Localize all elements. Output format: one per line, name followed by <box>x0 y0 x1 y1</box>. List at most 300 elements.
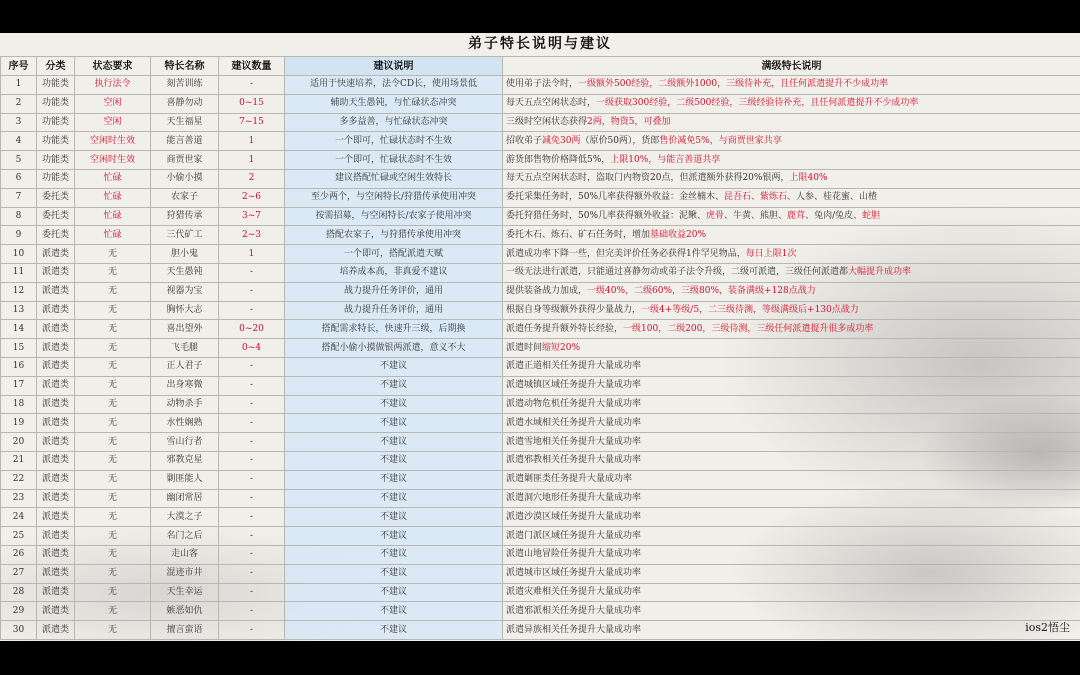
description-segment: 、牛黄、熊胆、 <box>724 210 788 221</box>
cell-category[interactable]: 功能类 <box>37 169 75 188</box>
cell-category[interactable]: 派遣类 <box>37 545 75 564</box>
cell-full-description[interactable] <box>503 169 1080 188</box>
cell-requirement[interactable]: 无 <box>75 451 151 470</box>
cell-talent-name[interactable]: 视器为宝 <box>151 282 219 301</box>
sheet-title: 弟子特长说明与建议 <box>468 36 612 52</box>
cell-requirement[interactable]: 无 <box>75 489 151 508</box>
cell-category[interactable]: 委托类 <box>37 207 75 226</box>
cell-no[interactable]: 26 <box>1 545 37 564</box>
cell-requirement[interactable]: 忙碌 <box>75 207 151 226</box>
cell-talent-name[interactable]: 胆小鬼 <box>151 245 219 264</box>
cell-category[interactable]: 派遣类 <box>37 508 75 527</box>
description-segment: 使用弟子法令时， <box>506 79 579 90</box>
cell-no[interactable]: 17 <box>1 376 37 395</box>
cell-quantity[interactable]: - <box>219 414 285 433</box>
cell-talent-name[interactable]: 嫉恶如仇 <box>151 602 219 621</box>
description-segment: 派遣雪地相关任务提升大量成功率 <box>506 436 642 447</box>
cell-quantity[interactable]: - <box>219 395 285 414</box>
cell-advice[interactable]: 不建议 <box>285 414 503 433</box>
cell-talent-name[interactable]: 天生福星 <box>151 113 219 132</box>
table-row <box>1 113 1080 132</box>
table-body <box>1 76 1080 640</box>
cell-no[interactable]: 7 <box>1 188 37 207</box>
description-segment: 上限40% <box>789 173 828 184</box>
cell-requirement[interactable]: 忙碌 <box>75 188 151 207</box>
cell-quantity[interactable]: - <box>219 433 285 452</box>
cell-no[interactable]: 6 <box>1 169 37 188</box>
cell-full-description[interactable] <box>503 132 1080 151</box>
cell-full-description[interactable] <box>503 602 1080 621</box>
header-requirement: 状态要求 <box>75 57 151 76</box>
table-row <box>1 94 1080 113</box>
cell-requirement[interactable]: 无 <box>75 583 151 602</box>
cell-advice[interactable]: 不建议 <box>285 602 503 621</box>
cell-advice[interactable]: 不建议 <box>285 564 503 583</box>
cell-requirement[interactable]: 忙碌 <box>75 169 151 188</box>
description-segment: 售价减免5%，与商贾世家共享 <box>659 135 782 146</box>
cell-quantity[interactable]: - <box>219 376 285 395</box>
header-advice: 建议说明 <box>285 57 503 76</box>
cell-advice[interactable]: 不建议 <box>285 508 503 527</box>
header-no: 序号 <box>1 57 37 76</box>
cell-no[interactable]: 12 <box>1 282 37 301</box>
table-row <box>1 527 1080 546</box>
description-segment: 派遣成功率下降一些，但完美评价任务必获得1件罕见物品， <box>506 248 746 259</box>
cell-advice[interactable]: 不建议 <box>285 433 503 452</box>
cell-advice[interactable]: 不建议 <box>285 489 503 508</box>
cell-advice[interactable]: 战力提升任务评价，通用 <box>285 301 503 320</box>
cell-full-description[interactable] <box>503 621 1080 640</box>
cell-full-description[interactable] <box>503 376 1080 395</box>
cell-full-description[interactable] <box>503 564 1080 583</box>
cell-category[interactable]: 派遣类 <box>37 433 75 452</box>
cell-advice[interactable]: 培养成本高，非真爱不建议 <box>285 263 503 282</box>
header-full-description: 满级特长说明 <box>503 57 1080 76</box>
cell-advice[interactable]: 不建议 <box>285 376 503 395</box>
description-segment: 一级100，二级200，三级待测，三级任何派遣提升很多成功率 <box>623 323 874 334</box>
cell-full-description[interactable] <box>503 76 1080 95</box>
cell-talent-name[interactable]: 名门之后 <box>151 527 219 546</box>
cell-full-description[interactable] <box>503 207 1080 226</box>
cell-full-description[interactable] <box>503 395 1080 414</box>
table-row <box>1 76 1080 95</box>
cell-category[interactable]: 功能类 <box>37 132 75 151</box>
cell-quantity[interactable]: 1 <box>219 245 285 264</box>
cell-talent-name[interactable]: 农家子 <box>151 188 219 207</box>
description-segment: （原价50两），货郎 <box>580 135 660 146</box>
header-talent-name: 特长名称 <box>151 57 219 76</box>
cell-category[interactable]: 派遣类 <box>37 395 75 414</box>
cell-no[interactable]: 11 <box>1 263 37 282</box>
description-segment: 减免30两 <box>542 135 581 146</box>
cell-category[interactable]: 委托类 <box>37 226 75 245</box>
cell-advice[interactable]: 一个即可，忙碌状态时不生效 <box>285 151 503 170</box>
cell-advice[interactable]: 不建议 <box>285 545 503 564</box>
header-row <box>1 57 1080 76</box>
cell-full-description[interactable] <box>503 357 1080 376</box>
cell-requirement[interactable]: 无 <box>75 263 151 282</box>
cell-advice[interactable]: 不建议 <box>285 451 503 470</box>
cell-talent-name[interactable]: 飞毛腿 <box>151 339 219 358</box>
cell-category[interactable]: 派遣类 <box>37 602 75 621</box>
cell-category[interactable]: 功能类 <box>37 113 75 132</box>
cell-full-description[interactable] <box>503 489 1080 508</box>
cell-quantity[interactable]: 3~7 <box>219 207 285 226</box>
cell-advice[interactable]: 多多益善，与忙碌状态冲突 <box>285 113 503 132</box>
cell-talent-name[interactable]: 喜静勿动 <box>151 94 219 113</box>
cell-no[interactable]: 4 <box>1 132 37 151</box>
cell-quantity[interactable]: - <box>219 489 285 508</box>
cell-talent-name[interactable]: 雪山行者 <box>151 433 219 452</box>
table-row <box>1 301 1080 320</box>
table-row <box>1 508 1080 527</box>
table-row <box>1 282 1080 301</box>
cell-requirement[interactable]: 执行法令 <box>75 76 151 95</box>
cell-requirement[interactable]: 无 <box>75 470 151 489</box>
cell-full-description[interactable] <box>503 414 1080 433</box>
table-row <box>1 602 1080 621</box>
description-segment: 昆吾石、紫炼石 <box>724 192 788 203</box>
cell-requirement[interactable]: 无 <box>75 545 151 564</box>
description-segment: 每天五点空闲状态时，盗取门内物资20点，但派遣额外获得20%银两， <box>506 173 790 184</box>
description-segment: 缩短20% <box>542 342 581 353</box>
cell-requirement[interactable]: 无 <box>75 282 151 301</box>
table-row <box>1 621 1080 640</box>
cell-quantity[interactable]: - <box>219 263 285 282</box>
cell-advice[interactable]: 一个即可，忙碌状态时不生效 <box>285 132 503 151</box>
cell-no[interactable]: 15 <box>1 339 37 358</box>
table-row <box>1 357 1080 376</box>
cell-full-description[interactable] <box>503 508 1080 527</box>
cell-no[interactable]: 22 <box>1 470 37 489</box>
cell-category[interactable]: 派遣类 <box>37 357 75 376</box>
cell-category[interactable]: 派遣类 <box>37 621 75 640</box>
cell-advice[interactable]: 辅助天生愚钝，与忙碌状态冲突 <box>285 94 503 113</box>
cell-quantity[interactable]: - <box>219 301 285 320</box>
cell-talent-name[interactable]: 喜出望外 <box>151 320 219 339</box>
cell-category[interactable]: 功能类 <box>37 94 75 113</box>
table-row <box>1 339 1080 358</box>
cell-requirement[interactable]: 无 <box>75 320 151 339</box>
cell-quantity[interactable]: - <box>219 76 285 95</box>
table-row <box>1 414 1080 433</box>
description-segment: 大幅提升成功率 <box>848 267 912 278</box>
description-segment: 派遣正道相关任务提升大量成功率 <box>506 361 642 372</box>
description-segment: 派遣沙漠区域任务提升大量成功率 <box>506 511 642 522</box>
cell-talent-name[interactable]: 水性娴熟 <box>151 414 219 433</box>
cell-talent-name[interactable]: 动物杀手 <box>151 395 219 414</box>
table-row <box>1 188 1080 207</box>
cell-requirement[interactable]: 无 <box>75 602 151 621</box>
cell-advice[interactable]: 不建议 <box>285 527 503 546</box>
cell-advice[interactable]: 不建议 <box>285 583 503 602</box>
cell-requirement[interactable]: 空闲 <box>75 113 151 132</box>
cell-quantity[interactable]: - <box>219 545 285 564</box>
cell-no[interactable]: 16 <box>1 357 37 376</box>
cell-requirement[interactable]: 无 <box>75 433 151 452</box>
description-segment: 虎骨 <box>706 210 725 221</box>
cell-no[interactable]: 20 <box>1 433 37 452</box>
description-segment: 派遣时间 <box>506 342 543 353</box>
cell-category[interactable]: 派遣类 <box>37 564 75 583</box>
description-segment: 游货郎售物价格降低5%， <box>506 154 611 165</box>
cell-talent-name[interactable]: 能言善道 <box>151 132 219 151</box>
cell-advice[interactable]: 一个即可，搭配派遣天赋 <box>285 245 503 264</box>
cell-talent-name[interactable]: 大漠之子 <box>151 508 219 527</box>
cell-no[interactable]: 29 <box>1 602 37 621</box>
cell-requirement[interactable]: 忙碌 <box>75 226 151 245</box>
cell-requirement[interactable]: 无 <box>75 376 151 395</box>
cell-full-description[interactable] <box>503 301 1080 320</box>
cell-no[interactable]: 13 <box>1 301 37 320</box>
cell-requirement[interactable]: 无 <box>75 508 151 527</box>
cell-full-description[interactable] <box>503 339 1080 358</box>
table-row <box>1 320 1080 339</box>
cell-talent-name[interactable]: 小偷小摸 <box>151 169 219 188</box>
cell-advice[interactable]: 适用于快速培养，法令CD长，使用场景低 <box>285 76 503 95</box>
table-row <box>1 132 1080 151</box>
cell-quantity[interactable]: - <box>219 451 285 470</box>
description-segment: 派遣灾难相关任务提升大量成功率 <box>506 586 642 597</box>
cell-quantity[interactable]: 1 <box>219 132 285 151</box>
cell-full-description[interactable] <box>503 527 1080 546</box>
cell-requirement[interactable]: 无 <box>75 301 151 320</box>
cell-full-description[interactable] <box>503 188 1080 207</box>
cell-category[interactable]: 派遣类 <box>37 320 75 339</box>
description-segment: 派遣动物危机任务提升大量成功率 <box>506 398 642 409</box>
cell-category[interactable]: 派遣类 <box>37 376 75 395</box>
cell-category[interactable]: 派遣类 <box>37 583 75 602</box>
description-segment: 委托木石、炼石、矿石任务时，增加 <box>506 229 651 240</box>
cell-requirement[interactable]: 无 <box>75 245 151 264</box>
cell-quantity[interactable]: 2~6 <box>219 188 285 207</box>
table-row <box>1 451 1080 470</box>
cell-category[interactable]: 派遣类 <box>37 263 75 282</box>
cell-advice[interactable]: 按需招募，与空闲特长/农家子使用冲突 <box>285 207 503 226</box>
cell-category[interactable]: 派遣类 <box>37 245 75 264</box>
description-segment: 派遣水域相关任务提升大量成功率 <box>506 417 642 428</box>
cell-advice[interactable]: 不建议 <box>285 470 503 489</box>
cell-talent-name[interactable]: 天生愚钝 <box>151 263 219 282</box>
cell-advice[interactable]: 战力提升任务评价，通用 <box>285 282 503 301</box>
table-row <box>1 433 1080 452</box>
description-segment: 一级4+等级/5，二三级待测，等级满级后+130点战力 <box>641 304 859 315</box>
cell-quantity[interactable]: 7~15 <box>219 113 285 132</box>
cell-no[interactable]: 2 <box>1 94 37 113</box>
cell-requirement[interactable]: 无 <box>75 621 151 640</box>
cell-advice[interactable]: 至少两个，与空闲特长/狩猎传承使用冲突 <box>285 188 503 207</box>
table-row <box>1 245 1080 264</box>
cell-full-description[interactable] <box>503 433 1080 452</box>
cell-quantity[interactable]: - <box>219 508 285 527</box>
cell-requirement[interactable]: 空闲 <box>75 94 151 113</box>
description-segment: 三级时空闲状态获得 <box>506 116 588 127</box>
cell-talent-name[interactable]: 刻苦训练 <box>151 76 219 95</box>
description-segment: 派遣剿匪类任务提升大量成功率 <box>506 474 633 485</box>
cell-talent-name[interactable]: 胸怀大志 <box>151 301 219 320</box>
cell-category[interactable]: 派遣类 <box>37 470 75 489</box>
cell-quantity[interactable]: 0~15 <box>219 94 285 113</box>
cell-no[interactable]: 21 <box>1 451 37 470</box>
cell-requirement[interactable]: 空闲时生效 <box>75 151 151 170</box>
cell-category[interactable]: 委托类 <box>37 188 75 207</box>
description-segment: 派遣任务提升额外特长经验， <box>506 323 624 334</box>
cell-no[interactable]: 18 <box>1 395 37 414</box>
description-segment: 提供装备战力加成， <box>506 286 588 297</box>
table-row <box>1 545 1080 564</box>
description-segment: 派遣城镇区域任务提升大量成功率 <box>506 380 642 391</box>
cell-talent-name[interactable]: 三代矿工 <box>151 226 219 245</box>
header-quantity: 建议数量 <box>219 57 285 76</box>
table-row <box>1 207 1080 226</box>
cell-requirement[interactable]: 无 <box>75 527 151 546</box>
cell-full-description[interactable] <box>503 583 1080 602</box>
table-row <box>1 169 1080 188</box>
description-segment: 一级额外500经验，二级额外1000，三级待补充，且任何派遣提升不少成功率 <box>578 79 889 90</box>
spreadsheet-sheet <box>0 33 1080 641</box>
cell-quantity[interactable]: - <box>219 527 285 546</box>
cell-no[interactable]: 19 <box>1 414 37 433</box>
description-segment: 、人参、桂花蜜、山楂 <box>787 192 878 203</box>
cell-full-description[interactable] <box>503 545 1080 564</box>
cell-full-description[interactable] <box>503 263 1080 282</box>
cell-quantity[interactable]: 2 <box>219 169 285 188</box>
cell-quantity[interactable]: - <box>219 282 285 301</box>
table-row <box>1 564 1080 583</box>
cell-quantity[interactable]: 2~3 <box>219 226 285 245</box>
description-segment: 派遣洞穴地形任务提升大量成功率 <box>506 492 642 503</box>
cell-requirement[interactable]: 无 <box>75 395 151 414</box>
cell-no[interactable]: 10 <box>1 245 37 264</box>
table-row <box>1 376 1080 395</box>
cell-advice[interactable]: 不建议 <box>285 357 503 376</box>
description-segment: 一级无法进行派遣，只能通过喜静勿动或弟子法令升级，二级可派遣，三级任何派遣都 <box>506 267 849 278</box>
description-segment: 委托狩猎任务时，50%几率获得额外收益：泥鳅、 <box>506 210 707 221</box>
table-row <box>1 151 1080 170</box>
description-segment: 派遣城市区域任务提升大量成功率 <box>506 568 642 579</box>
cell-advice[interactable]: 搭配需求特长，快速升三级，后期换 <box>285 320 503 339</box>
table-row <box>1 263 1080 282</box>
description-segment: 委托采集任务时，50%几率获得额外收益：金丝楠木、 <box>506 192 725 203</box>
cell-category[interactable]: 派遣类 <box>37 301 75 320</box>
description-segment: 上限10%，与能言善道共享 <box>610 154 721 165</box>
cell-talent-name[interactable]: 混迹市井 <box>151 564 219 583</box>
cell-talent-name[interactable]: 天生幸运 <box>151 583 219 602</box>
cell-category[interactable]: 功能类 <box>37 76 75 95</box>
cell-full-description[interactable] <box>503 470 1080 489</box>
cell-category[interactable]: 派遣类 <box>37 527 75 546</box>
cell-quantity[interactable]: 1 <box>219 151 285 170</box>
cell-talent-name[interactable]: 出身寒微 <box>151 376 219 395</box>
cell-quantity[interactable]: - <box>219 564 285 583</box>
talent-table <box>0 56 1080 640</box>
cell-no[interactable]: 3 <box>1 113 37 132</box>
description-segment: 每日上限1次 <box>745 248 797 259</box>
cell-no[interactable]: 1 <box>1 76 37 95</box>
description-segment: 派遣山地冒险任务提升大量成功率 <box>506 549 642 560</box>
cell-no[interactable]: 23 <box>1 489 37 508</box>
cell-full-description[interactable] <box>503 282 1080 301</box>
cell-requirement[interactable]: 无 <box>75 414 151 433</box>
cell-no[interactable]: 27 <box>1 564 37 583</box>
description-segment: 基础收益20% <box>650 229 707 240</box>
description-segment: 2两，物资5，可叠加 <box>587 116 671 127</box>
cell-talent-name[interactable]: 擅言蛮语 <box>151 621 219 640</box>
table-row <box>1 583 1080 602</box>
cell-full-description[interactable] <box>503 113 1080 132</box>
cell-quantity[interactable]: 0~4 <box>219 339 285 358</box>
description-segment: 派遣异族相关任务提升大量成功率 <box>506 624 642 635</box>
cell-full-description[interactable] <box>503 151 1080 170</box>
cell-no[interactable]: 30 <box>1 621 37 640</box>
cell-quantity[interactable]: - <box>219 470 285 489</box>
cell-talent-name[interactable]: 商贾世家 <box>151 151 219 170</box>
cell-no[interactable]: 25 <box>1 527 37 546</box>
cell-quantity[interactable]: - <box>219 621 285 640</box>
description-segment: 每天五点空闲状态时， <box>506 98 597 109</box>
cell-quantity[interactable]: 0~20 <box>219 320 285 339</box>
cell-requirement[interactable]: 空闲时生效 <box>75 132 151 151</box>
description-segment: 蛇胆 <box>862 210 881 221</box>
cell-talent-name[interactable]: 狩猎传承 <box>151 207 219 226</box>
description-segment: 招收弟子 <box>506 135 543 146</box>
header-category: 分类 <box>37 57 75 76</box>
cell-talent-name[interactable]: 走山客 <box>151 545 219 564</box>
cell-category[interactable]: 功能类 <box>37 151 75 170</box>
cell-advice[interactable]: 建议搭配忙碌或空闲生效特长 <box>285 169 503 188</box>
watermark: ios2悟尘 <box>1025 621 1070 634</box>
description-segment: 根据自身等级额外获得少量战力， <box>506 304 642 315</box>
cell-full-description[interactable] <box>503 245 1080 264</box>
cell-requirement[interactable]: 无 <box>75 357 151 376</box>
cell-talent-name[interactable]: 剿匪能人 <box>151 470 219 489</box>
cell-full-description[interactable] <box>503 94 1080 113</box>
cell-talent-name[interactable]: 邪教克星 <box>151 451 219 470</box>
table-row <box>1 489 1080 508</box>
cell-no[interactable]: 5 <box>1 151 37 170</box>
cell-no[interactable]: 24 <box>1 508 37 527</box>
cell-full-description[interactable] <box>503 451 1080 470</box>
cell-advice[interactable]: 搭配农家子，与狩猎传承使用冲突 <box>285 226 503 245</box>
cell-category[interactable]: 派遣类 <box>37 414 75 433</box>
cell-talent-name[interactable]: 幽闭常居 <box>151 489 219 508</box>
cell-advice[interactable]: 不建议 <box>285 621 503 640</box>
cell-no[interactable]: 28 <box>1 583 37 602</box>
cell-category[interactable]: 派遣类 <box>37 451 75 470</box>
cell-full-description[interactable] <box>503 320 1080 339</box>
table-row <box>1 395 1080 414</box>
cell-category[interactable]: 派遣类 <box>37 489 75 508</box>
cell-talent-name[interactable]: 正人君子 <box>151 357 219 376</box>
cell-advice[interactable]: 搭配小偷小摸做银两派遣，意义不大 <box>285 339 503 358</box>
cell-requirement[interactable]: 无 <box>75 564 151 583</box>
description-segment: 派遣门派区域任务提升大量成功率 <box>506 530 642 541</box>
cell-quantity[interactable]: - <box>219 602 285 621</box>
description-segment: 一级获取300经验，二级500经验，三级经验待补充，且任何派遣提升不少成功率 <box>596 98 919 109</box>
cell-quantity[interactable]: - <box>219 583 285 602</box>
cell-no[interactable]: 8 <box>1 207 37 226</box>
description-segment: 派遣邪教相关任务提升大量成功率 <box>506 455 642 466</box>
cell-quantity[interactable]: - <box>219 357 285 376</box>
cell-requirement[interactable]: 无 <box>75 339 151 358</box>
cell-advice[interactable]: 不建议 <box>285 395 503 414</box>
cell-no[interactable]: 14 <box>1 320 37 339</box>
description-segment: 、兔肉/兔皮、 <box>805 210 863 221</box>
cell-no[interactable]: 9 <box>1 226 37 245</box>
cell-category[interactable]: 派遣类 <box>37 282 75 301</box>
cell-category[interactable]: 派遣类 <box>37 339 75 358</box>
cell-full-description[interactable] <box>503 226 1080 245</box>
